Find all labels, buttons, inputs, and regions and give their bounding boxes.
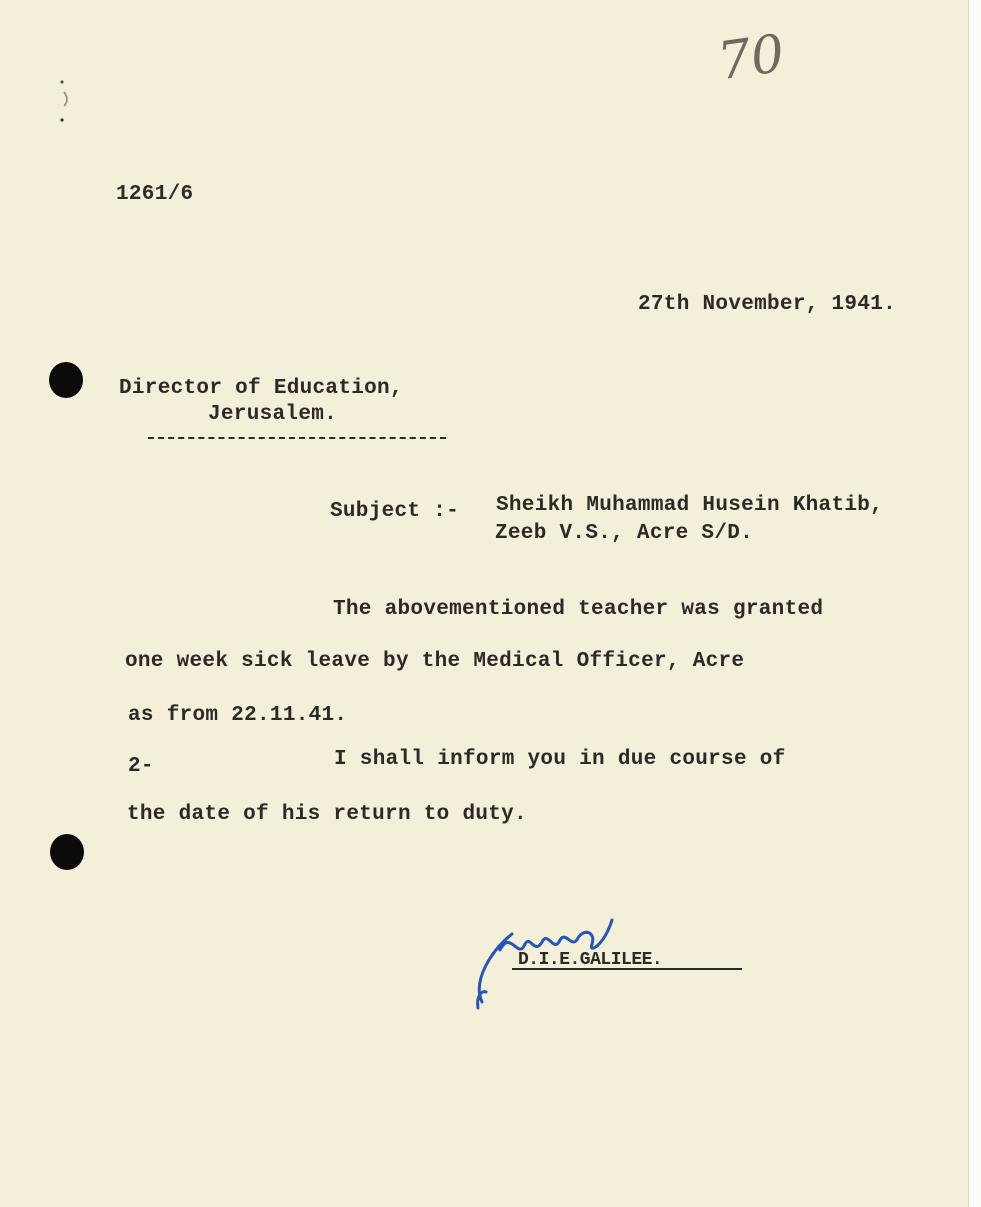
body-paragraph-2-line-1: I shall inform you in due course of bbox=[334, 748, 786, 771]
body-paragraph-1-line-1: The abovementioned teacher was granted bbox=[333, 598, 824, 621]
pencil-file-number: 70 bbox=[714, 23, 789, 93]
reference-number: 1261/6 bbox=[116, 183, 194, 206]
subject-label: Subject :- bbox=[330, 500, 460, 523]
punch-hole-bottom bbox=[50, 834, 84, 870]
subject-line-1: Sheikh Muhammad Husein Khatib, bbox=[496, 494, 884, 517]
letter-date: 27th November, 1941. bbox=[638, 293, 897, 316]
signatory-underline bbox=[512, 968, 742, 970]
addressee-underline bbox=[148, 437, 446, 439]
margin-marks bbox=[56, 76, 76, 126]
body-paragraph-1-line-2: one week sick leave by the Medical Officer, Acre bbox=[125, 650, 745, 673]
paragraph-2-number: 2- bbox=[128, 755, 154, 778]
addressee-line-2: Jerusalem. bbox=[208, 403, 338, 426]
punch-hole-top bbox=[49, 362, 83, 398]
signatory-title: D.I.E.GALILEE. bbox=[518, 950, 663, 970]
body-paragraph-2-line-2: the date of his return to duty. bbox=[127, 803, 527, 826]
page-edge bbox=[968, 0, 981, 1207]
addressee-line-1: Director of Education, bbox=[119, 377, 403, 400]
body-paragraph-1-line-3: as from 22.11.41. bbox=[128, 704, 348, 727]
subject-line-2: Zeeb V.S., Acre S/D. bbox=[495, 522, 754, 545]
